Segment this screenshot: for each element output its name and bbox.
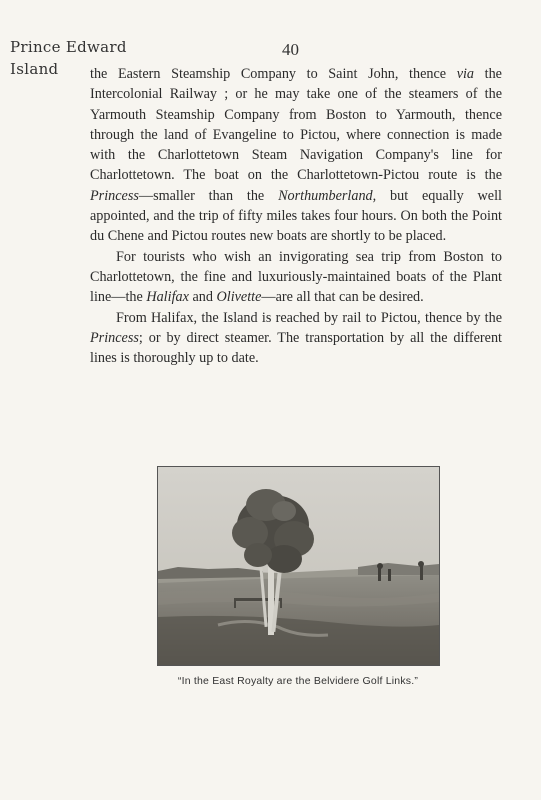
paragraph-2-italic-olivette: Olivette [216, 289, 262, 306]
landscape-photograph [157, 466, 440, 666]
paragraph-1-text-1: the Eastern Steamship Company to Saint John, thence [90, 66, 457, 82]
paragraph-2-italic-halifax: Halifax [146, 289, 189, 306]
paragraph-3 [90, 308, 502, 369]
body-text [90, 64, 502, 368]
paragraph-3-text-2: ; or by direct steamer. The transportation by all the different lines is thoroughly up to date. [90, 329, 502, 367]
paragraph-2 [90, 247, 502, 308]
paragraph-3-italic-princess: Princess [90, 329, 139, 346]
paragraph-1-text-2: the Intercolonial Railway ; or he may take one of the steamers of the Yarmouth Steamship Company from Boston to Yarmouth, thence through the land of Evangeline to Pictou, where connection is made with the Charlottetown Steam Navigation Company's line for Charlottetown. The boat on the Charlottetown-Pictou route is the [90, 66, 502, 184]
paragraph-1-italic-princess: Princess [90, 187, 139, 204]
paragraph-1-italic-northumberland: Northumberland, [278, 187, 377, 204]
paragraph-2-text-1: For tourists who wish an invigorating sea trip from Boston to Charlottetown, the fine and luxuriously-maintained boats of the Plant line—the [90, 248, 502, 306]
running-head-line-2: Island [10, 60, 59, 78]
paragraph-1-text-3: —smaller than the [138, 187, 279, 204]
paragraph-1-text-4: but equally well appointed, and the trip of fifty miles takes four hours. On both the Point du Chene and Pictou routes new boats are shortly to be placed. [90, 187, 502, 245]
figure-caption: “In the East Royalty are the Belvidere Golf Links.” [177, 675, 419, 687]
paragraph-1 [90, 64, 502, 247]
page-number: 40 [282, 40, 299, 59]
paragraph-3-text-1: From Halifax, the Island is reached by rail to Pictou, thence by the [116, 309, 502, 326]
paragraph-2-text-3: —are all that can be desired. [261, 289, 424, 306]
running-head-line-1: Prince Edward [10, 38, 127, 56]
paragraph-1-italic-via: via [456, 66, 475, 82]
paragraph-2-text-2: and [188, 289, 217, 306]
photograph-illustration [158, 467, 439, 665]
